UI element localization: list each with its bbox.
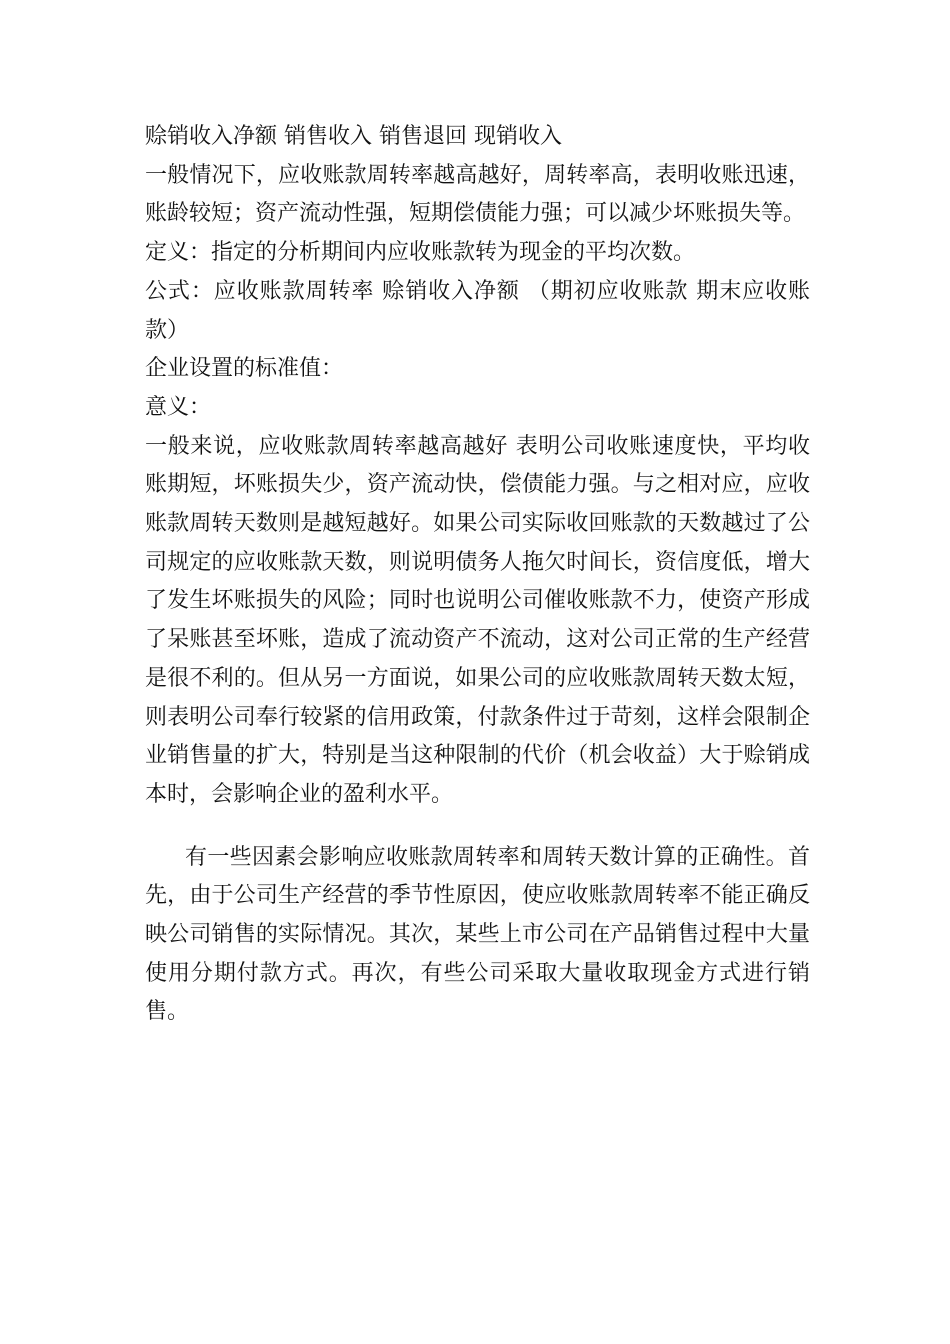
paragraph-formula: 公式：应收账款周转率 赊销收入净额 （期初应收账款 期末应收账款） xyxy=(145,278,810,343)
paragraph-sales-formula: 赊销收入净额 销售收入 销售退回 现销收入 xyxy=(145,124,562,149)
paragraph-meaning-heading: 意义： xyxy=(145,394,212,420)
paragraph-factors: 有一些因素会影响应收账款周转率和周转天数计算的正确性。首先，由于公司生产经营的季节性原因，使应收账款周转率不能正确反映公司销售的实际情况。其次，某些上市公司在产品销售过程中大量使用分期付款方式。再次，有些公司采取大量收取现金方式进行销售。 xyxy=(145,844,810,1025)
paragraph-standard-value: 企业设置的标准值： xyxy=(145,356,344,382)
paragraph-definition: 定义：指定的分析期间内应收账款转为现金的平均次数。 xyxy=(145,240,696,266)
paragraph-meaning-body: 一般来说，应收账款周转率越高越好 表明公司收账速度快，平均收账期短，坏账损失少，资产流动快，偿债能力强。与之相对应，应收账款周转天数则是越短越好。如果公司实际收回账款的天数越过了公司规定的应收账款天数，则说明债务人拖欠时间长，资信度低，增大了发生坏账损失的风险；同时也说明公司催收账款不力，使资产形成了呆账甚至坏账，造成了流动资产不流动，这对公司正常的生产经营是很不利的。但从另一方面说，如果公司的应收账款周转天数太短，则表明公司奉行较紧的信用政策，付款条件过于苛刻，这样会限制企业销售量的扩大，特别是当这种限制的代价（机会收益）大于赊销成本时，会影响企业的盈利水平。 xyxy=(145,433,810,807)
document-body xyxy=(145,118,810,1032)
paragraph-general-case: 一般情况下，应收账款周转率越高越好，周转率高，表明收账迅速，账龄较短；资产流动性强，短期偿债能力强；可以减少坏账损失等。 xyxy=(145,162,810,227)
